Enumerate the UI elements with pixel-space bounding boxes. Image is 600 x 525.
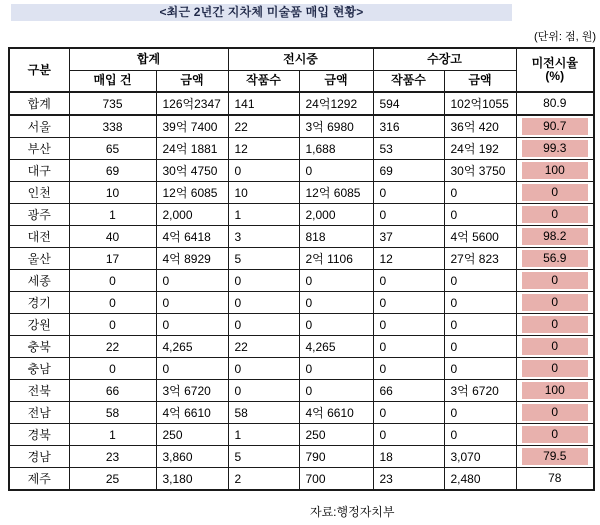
storage-amount-cell: 0 (444, 270, 516, 292)
table-row (9, 380, 594, 402)
purchase-count-cell: 735 (69, 92, 156, 115)
table-body (9, 92, 594, 490)
region-cell: 경남 (9, 446, 69, 468)
storage-amount-cell: 0 (444, 292, 516, 314)
total-amount-cell: 2,000 (156, 204, 228, 226)
header-display-count: 작품수 (228, 70, 299, 92)
purchase-count-cell: 40 (69, 226, 156, 248)
display-amount-cell: 818 (299, 226, 373, 248)
rate-cell (516, 160, 594, 182)
table-row (9, 446, 594, 468)
storage-count-cell: 0 (373, 204, 444, 226)
table-row (9, 138, 594, 160)
region-cell: 경북 (9, 424, 69, 446)
display-count-cell: 141 (228, 92, 299, 115)
header-group-total: 합계 (69, 48, 228, 70)
storage-amount-cell: 2,480 (444, 468, 516, 491)
display-amount-cell: 4억 6610 (299, 402, 373, 424)
rate-cell (516, 270, 594, 292)
display-amount-cell: 0 (299, 292, 373, 314)
rate-cell (516, 204, 594, 226)
storage-amount-cell: 3억 6720 (444, 380, 516, 402)
storage-count-cell: 69 (373, 160, 444, 182)
region-cell: 인천 (9, 182, 69, 204)
region-cell: 경기 (9, 292, 69, 314)
storage-amount-cell: 3,070 (444, 446, 516, 468)
header-group-row (9, 48, 594, 70)
region-cell: 합계 (9, 92, 69, 115)
rate-value: 0 (522, 426, 589, 443)
table-row (9, 270, 594, 292)
storage-amount-cell: 4억 5600 (444, 226, 516, 248)
source-note: 자료:행정자치부 (310, 505, 395, 519)
display-amount-cell: 0 (299, 358, 373, 380)
header-rate-label: 미전시율 (531, 56, 578, 70)
rate-value: 99.3 (522, 140, 589, 157)
header-group-on-display: 전시중 (228, 48, 373, 70)
display-count-cell: 1 (228, 204, 299, 226)
table-row (9, 314, 594, 336)
header-group-storage: 수장고 (373, 48, 516, 70)
display-amount-cell: 790 (299, 446, 373, 468)
region-cell: 충북 (9, 336, 69, 358)
storage-count-cell: 66 (373, 380, 444, 402)
total-amount-cell: 12억 6085 (156, 182, 228, 204)
rate-value: 0 (522, 360, 589, 377)
header-rate-unit: (%) (545, 69, 565, 83)
storage-count-cell: 0 (373, 292, 444, 314)
region-cell: 광주 (9, 204, 69, 226)
table-row (9, 182, 594, 204)
display-count-cell: 0 (228, 358, 299, 380)
region-cell: 제주 (9, 468, 69, 491)
region-cell: 강원 (9, 314, 69, 336)
rate-cell (516, 248, 594, 270)
display-amount-cell: 0 (299, 314, 373, 336)
storage-count-cell: 594 (373, 92, 444, 115)
rate-cell (516, 314, 594, 336)
table-row (9, 424, 594, 446)
rate-value: 0 (522, 404, 589, 421)
storage-amount-cell: 0 (444, 336, 516, 358)
storage-count-cell: 23 (373, 468, 444, 491)
header-storage-count: 작품수 (373, 70, 444, 92)
purchase-count-cell: 22 (69, 336, 156, 358)
rate-value: 90.7 (522, 118, 589, 135)
display-amount-cell: 0 (299, 380, 373, 402)
storage-count-cell: 0 (373, 314, 444, 336)
display-amount-cell: 700 (299, 468, 373, 491)
rate-cell (516, 402, 594, 424)
storage-amount-cell: 27억 823 (444, 248, 516, 270)
region-cell: 부산 (9, 138, 69, 160)
storage-amount-cell: 0 (444, 204, 516, 226)
rate-cell (516, 226, 594, 248)
region-cell: 울산 (9, 248, 69, 270)
total-amount-cell: 3,180 (156, 468, 228, 491)
display-amount-cell: 3억 6980 (299, 115, 373, 138)
storage-count-cell: 0 (373, 358, 444, 380)
unit-note: (단위: 점, 원) (533, 31, 596, 43)
rate-cell (516, 468, 594, 491)
purchase-count-cell: 58 (69, 402, 156, 424)
storage-amount-cell: 0 (444, 182, 516, 204)
rate-cell (516, 380, 594, 402)
rate-cell (516, 336, 594, 358)
display-amount-cell: 250 (299, 424, 373, 446)
purchase-count-cell: 1 (69, 424, 156, 446)
display-amount-cell: 2,000 (299, 204, 373, 226)
storage-count-cell: 37 (373, 226, 444, 248)
region-cell: 전북 (9, 380, 69, 402)
header-purchase-count: 매입 건 (69, 70, 156, 92)
display-count-cell: 2 (228, 468, 299, 491)
storage-count-cell: 316 (373, 115, 444, 138)
purchase-count-cell: 23 (69, 446, 156, 468)
rate-value: 0 (522, 294, 589, 311)
total-amount-cell: 0 (156, 270, 228, 292)
display-count-cell: 12 (228, 138, 299, 160)
rate-value: 79.5 (522, 448, 589, 465)
table-row (9, 226, 594, 248)
rate-value: 78 (548, 471, 562, 485)
rate-value: 0 (522, 316, 589, 333)
purchase-count-cell: 66 (69, 380, 156, 402)
display-count-cell: 1 (228, 424, 299, 446)
region-cell: 대구 (9, 160, 69, 182)
storage-count-cell: 53 (373, 138, 444, 160)
display-count-cell: 0 (228, 314, 299, 336)
storage-count-cell: 12 (373, 248, 444, 270)
display-count-cell: 58 (228, 402, 299, 424)
table-row (9, 292, 594, 314)
table-row (9, 468, 594, 491)
rate-cell (516, 424, 594, 446)
display-count-cell: 0 (228, 270, 299, 292)
region-cell: 충남 (9, 358, 69, 380)
purchase-count-cell: 65 (69, 138, 156, 160)
storage-count-cell: 0 (373, 336, 444, 358)
total-amount-cell: 24억 1881 (156, 138, 228, 160)
rate-cell (516, 358, 594, 380)
total-amount-cell: 0 (156, 292, 228, 314)
display-count-cell: 5 (228, 248, 299, 270)
purchase-count-cell: 1 (69, 204, 156, 226)
rate-cell (516, 92, 594, 115)
storage-amount-cell: 0 (444, 402, 516, 424)
table-header (9, 48, 594, 92)
storage-amount-cell: 0 (444, 358, 516, 380)
rate-value: 100 (522, 382, 589, 399)
display-count-cell: 3 (228, 226, 299, 248)
storage-amount-cell: 0 (444, 314, 516, 336)
purchase-count-cell: 0 (69, 270, 156, 292)
region-cell: 세종 (9, 270, 69, 292)
storage-count-cell: 0 (373, 182, 444, 204)
purchase-count-cell: 17 (69, 248, 156, 270)
rate-cell (516, 292, 594, 314)
rate-value: 0 (522, 184, 589, 201)
purchase-count-cell: 25 (69, 468, 156, 491)
rate-value: 0 (522, 272, 589, 289)
total-amount-cell: 30억 4750 (156, 160, 228, 182)
storage-amount-cell: 36억 420 (444, 115, 516, 138)
table-row (9, 248, 594, 270)
rate-value: 80.9 (543, 96, 567, 110)
total-amount-cell: 4,265 (156, 336, 228, 358)
header-storage-amount: 금액 (444, 70, 516, 92)
table-row (9, 204, 594, 226)
rate-value: 0 (522, 338, 589, 355)
display-count-cell: 0 (228, 292, 299, 314)
rate-value: 100 (522, 162, 589, 179)
purchase-count-cell: 10 (69, 182, 156, 204)
display-amount-cell: 0 (299, 160, 373, 182)
storage-amount-cell: 102억1055 (444, 92, 516, 115)
display-count-cell: 22 (228, 115, 299, 138)
purchase-count-cell: 0 (69, 314, 156, 336)
table-row (9, 92, 594, 115)
purchase-count-cell: 0 (69, 358, 156, 380)
header-sub-row (9, 70, 594, 92)
table-row (9, 402, 594, 424)
display-amount-cell: 24억1292 (299, 92, 373, 115)
storage-count-cell: 0 (373, 424, 444, 446)
rate-cell (516, 115, 594, 138)
total-amount-cell: 3억 6720 (156, 380, 228, 402)
page-title: <최근 2년간 지차체 미술품 매입 현황> (11, 4, 512, 21)
rate-cell (516, 138, 594, 160)
display-amount-cell: 12억 6085 (299, 182, 373, 204)
display-count-cell: 22 (228, 336, 299, 358)
total-amount-cell: 126억2347 (156, 92, 228, 115)
header-display-amount: 금액 (299, 70, 373, 92)
display-amount-cell: 4,265 (299, 336, 373, 358)
display-count-cell: 10 (228, 182, 299, 204)
storage-amount-cell: 30억 3750 (444, 160, 516, 182)
table-row (9, 115, 594, 138)
storage-count-cell: 0 (373, 270, 444, 292)
header-region: 구분 (9, 48, 69, 92)
purchase-count-cell: 69 (69, 160, 156, 182)
table-row (9, 358, 594, 380)
total-amount-cell: 3,860 (156, 446, 228, 468)
rate-cell (516, 182, 594, 204)
display-amount-cell: 1,688 (299, 138, 373, 160)
rate-cell (516, 446, 594, 468)
storage-amount-cell: 0 (444, 424, 516, 446)
header-nondisplay-rate (516, 48, 594, 92)
total-amount-cell: 0 (156, 314, 228, 336)
display-count-cell: 0 (228, 160, 299, 182)
region-cell: 서울 (9, 115, 69, 138)
total-amount-cell: 0 (156, 358, 228, 380)
total-amount-cell: 4억 8929 (156, 248, 228, 270)
art-purchase-table (8, 47, 595, 491)
table-row (9, 160, 594, 182)
rate-value: 0 (522, 206, 589, 223)
total-amount-cell: 4억 6610 (156, 402, 228, 424)
total-amount-cell: 39억 7400 (156, 115, 228, 138)
region-cell: 전남 (9, 402, 69, 424)
purchase-count-cell: 0 (69, 292, 156, 314)
display-amount-cell: 2억 1106 (299, 248, 373, 270)
display-count-cell: 0 (228, 380, 299, 402)
storage-amount-cell: 24억 192 (444, 138, 516, 160)
display-amount-cell: 0 (299, 270, 373, 292)
display-count-cell: 5 (228, 446, 299, 468)
total-amount-cell: 250 (156, 424, 228, 446)
rate-value: 98.2 (522, 228, 589, 245)
rate-value: 56.9 (522, 250, 589, 267)
storage-count-cell: 18 (373, 446, 444, 468)
storage-count-cell: 0 (373, 402, 444, 424)
table-row (9, 336, 594, 358)
purchase-count-cell: 338 (69, 115, 156, 138)
region-cell: 대전 (9, 226, 69, 248)
header-total-amount: 금액 (156, 70, 228, 92)
total-amount-cell: 4억 6418 (156, 226, 228, 248)
